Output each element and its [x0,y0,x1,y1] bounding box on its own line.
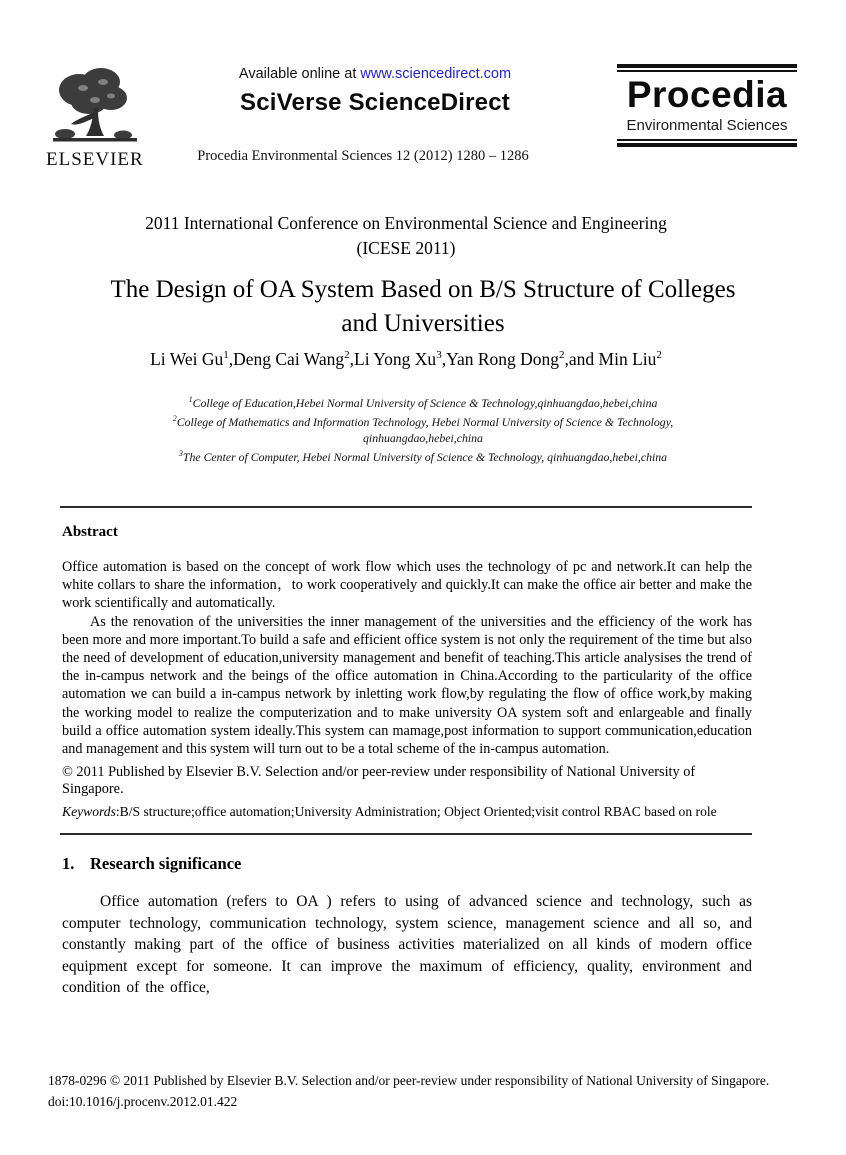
footer-issn-line: 1878-0296 © 2011 Published by Elsevier B.V. Selection and/or peer-review under responsibility of National University of Singapore. [48,1073,770,1088]
journal-citation: Procedia Environmental Sciences 12 (2012) 1280 – 1286 [197,148,529,164]
sciencedirect-link[interactable]: www.sciencedirect.com [360,66,512,82]
abstract-paragraph-2: As the renovation of the universities the inner management of the universities and the efficiency of the work has been more and more important.To build a safe and efficient office system is not only the requirement of the time but also the need of development of education,university management and benefit of teaching.This article analysises the trend of the in-campus network and the beings of the office automation in China.According to the particularity of the office automation we can build a in-campus network by inletting work flow,by regulating the flow of office work,by making the working model to realize the computerization and to make university OA system soft and enlargeable and finally build a office automation system ideally.This system can mamage,post information to support communication,education and management and this system will turn out to be a total scheme of the in-campus automation. [62,613,752,758]
conference-line-1: 2011 International Conference on Environmental Science and Engineering [145,213,667,233]
affiliation-line: $^1$College of Education,Hebei Normal University of Science & Technology,qinhuangdao,hebei,china [188,395,658,410]
author-name: ,and Min Liu [564,349,657,369]
section-1-paragraph: Office automation (refers to OA ) refers to using of advanced science and technology, such as computer technology, communication technology, system science, management science and all so, and constantly making part of the office of business activities materialized on all kinds of modern office equipment except for someone. It can improve the maximum of efficiency, quality, environment and condition of the office, [62,893,752,997]
author-affiliation-mark: 2 [656,349,662,362]
procedia-name: Procedia [626,74,788,115]
procedia-top-rule-thin [617,70,797,72]
footer [48,1070,788,1112]
author-affiliation-mark: 1 [223,349,229,362]
section-1-number: 1. [62,854,75,873]
procedia-top-rule-thick [617,64,797,68]
affiliations [113,392,733,465]
available-online-line [218,66,532,82]
header-center [218,66,532,117]
elsevier-tree-icon [49,64,139,148]
procedia-bottom-rule-thin [617,139,797,141]
page-title [40,273,806,340]
section-1-body [62,891,752,999]
title-line-1: The Design of OA System Based on B/S Structure of Colleges [110,276,736,303]
affiliation-mark: 2 [172,413,177,423]
author-name: ,Deng Cai Wang [228,349,345,369]
elsevier-logo [46,64,142,171]
author-name: ,Yan Rong Dong [441,349,560,369]
section-1-heading [62,854,752,874]
abstract-heading: Abstract [62,524,118,540]
author-name: ,Li Yong Xu [349,349,437,369]
section-1-title: Research significance [90,854,242,873]
affiliation-mark: 3 [178,448,183,458]
keywords-label: Keywords [62,804,116,819]
keywords-text: :B/S structure;office automation;University Administration; Object Oriented;visit control RBAC based on role [115,804,717,819]
elsevier-wordmark: ELSEVIER [46,149,144,170]
copyright-line: © 2011 Published by Elsevier B.V. Selection and/or peer-review under responsibility of National University of Singapore. [62,764,696,797]
divider-top [60,506,752,508]
affiliation-line: $^2$College of Mathematics and Information Technology, Hebei Normal University of Science & Technology, [172,413,674,429]
abstract-body [62,558,752,758]
conference-title [60,211,752,261]
available-online-text: Available online at [238,66,361,82]
conference-line-2: (ICESE 2011) [356,238,456,258]
procedia-logo [617,64,797,147]
sciverse-wordmark: SciVerse ScienceDirect [240,89,510,116]
procedia-bottom-rule-thick [617,143,797,147]
divider-keywords [60,833,752,835]
author-affiliation-mark: 2 [344,349,350,362]
keywords-line [62,804,752,820]
affiliation-mark: 1 [188,395,193,404]
procedia-subtitle: Environmental Sciences [626,117,788,134]
author-affiliation-mark: 3 [436,349,442,362]
abstract-paragraph-1: Office automation is based on the concept of work flow which uses the technology of pc and network.It can help the white collars to share the information，to work cooperatively and quickly.It can make the office air better and make the work scientifically and automatically. [62,559,752,612]
title-line-2: and Universities [341,309,505,337]
author-name: Li Wei Gu [150,349,224,369]
affiliation-line: qinhuangdao,hebei,china [363,430,483,445]
affiliation-line: $^3$The Center of Computer, Hebei Normal University of Science & Technology, qinhuangdao,hebei,china [178,448,668,464]
footer-doi-line: doi:10.1016/j.procenv.2012.01.422 [48,1094,238,1109]
author-affiliation-mark: 2 [559,349,565,362]
authors-line [60,349,752,370]
